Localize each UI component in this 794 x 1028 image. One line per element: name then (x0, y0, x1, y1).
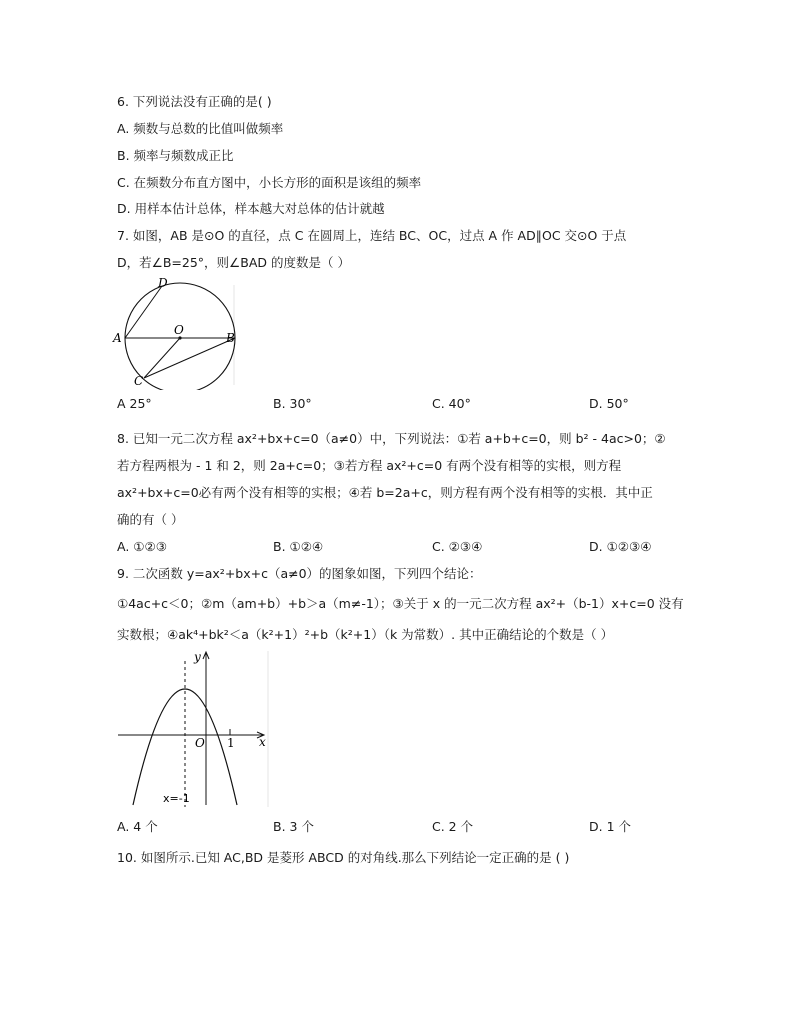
q6-option-a: A. 频数与总数的比值叫做频率 (117, 121, 284, 136)
q9-option-d: D. 1 个 (589, 819, 631, 834)
q9-label-x: x (259, 735, 266, 749)
q8-line1: 8. 已知一元二次方程 ax²+bx+c=0（a≠0）中，下列说法：①若 a+b+c=0，则 b² - 4ac>0；② (117, 431, 666, 446)
q9-option-a: A. 4 个 (117, 819, 158, 834)
q6-option-d: D. 用样本估计总体，样本越大对总体的估计就越 (117, 201, 385, 216)
q6-option-b: B. 频率与频数成正比 (117, 148, 234, 163)
q7-segment-oc (144, 338, 180, 378)
q9-option-c: C. 2 个 (432, 819, 474, 834)
q9-line3: 实数根；④ak⁴+bk²＜a（k²+1）²+b（k²+1）（k 为常数）. 其中正确结论的个数是（ ） (117, 627, 614, 642)
q7-label-b: B (226, 331, 235, 345)
q7-label-d: D (158, 276, 168, 290)
q8-option-c: C. ②③④ (432, 539, 483, 554)
q8-line2: 若方程两根为 - 1 和 2，则 2a+c=0；③若方程 ax²+c=0 有两个没有相等的实根，则方程 (117, 458, 622, 473)
q7-circle-figure (112, 275, 240, 390)
q8-line4: 确的有（ ） (117, 512, 184, 527)
q6-option-c: C. 在频数分布直方图中，小长方形的面积是该组的频率 (117, 175, 422, 190)
q6-stem: 6. 下列说法没有正确的是( ) (117, 94, 272, 109)
q9-line2: ①4ac+c＜0；②m（am+b）+b＞a（m≠-1）；③关于 x 的一元二次方程 ax²+（b-1）x+c=0 没有 (117, 596, 684, 611)
q8-line3: ax²+bx+c=0必有两个没有相等的实根；④若 b=2a+c，则方程有两个没有相等的实根．其中正 (117, 485, 653, 500)
q7-label-o: O (174, 323, 184, 337)
q7-option-d: D. 50° (589, 396, 629, 411)
q7-stem-line1: 7. 如图，AB 是⊙O 的直径，点 C 在圆周上，连结 BC、OC，过点 A 作 AD∥OC 交⊙O 于点 (117, 228, 627, 243)
q7-label-a: A (113, 331, 122, 345)
q10-stem: 10. 如图所示.已知 AC,BD 是菱形 ABCD 的对角线.那么下列结论一定正确的是 ( ) (117, 850, 570, 865)
q9-option-b: B. 3 个 (273, 819, 314, 834)
q9-label-o: O (195, 736, 205, 750)
q7-stem-line2: D，若∠B=25°，则∠BAD 的度数是（ ） (117, 255, 350, 270)
q9-label-one: 1 (227, 736, 235, 750)
q7-option-c: C. 40° (432, 396, 471, 411)
q7-chord-ad (125, 286, 162, 338)
q7-option-b: B. 30° (273, 396, 312, 411)
q9-line1: 9. 二次函数 y=ax²+bx+c（a≠0）的图象如图，下列四个结论： (117, 566, 482, 581)
q8-option-a: A. ①②③ (117, 539, 167, 554)
q9-label-symmetry: x=-1 (163, 792, 190, 805)
q7-segment-bc (144, 338, 235, 378)
q9-label-y: y (194, 650, 201, 664)
q8-option-d: D. ①②③④ (589, 539, 652, 554)
q9-parabola-figure (117, 647, 271, 807)
q7-option-a: A 25° (117, 396, 152, 411)
q8-option-b: B. ①②④ (273, 539, 324, 554)
q7-label-c: C (134, 374, 144, 388)
